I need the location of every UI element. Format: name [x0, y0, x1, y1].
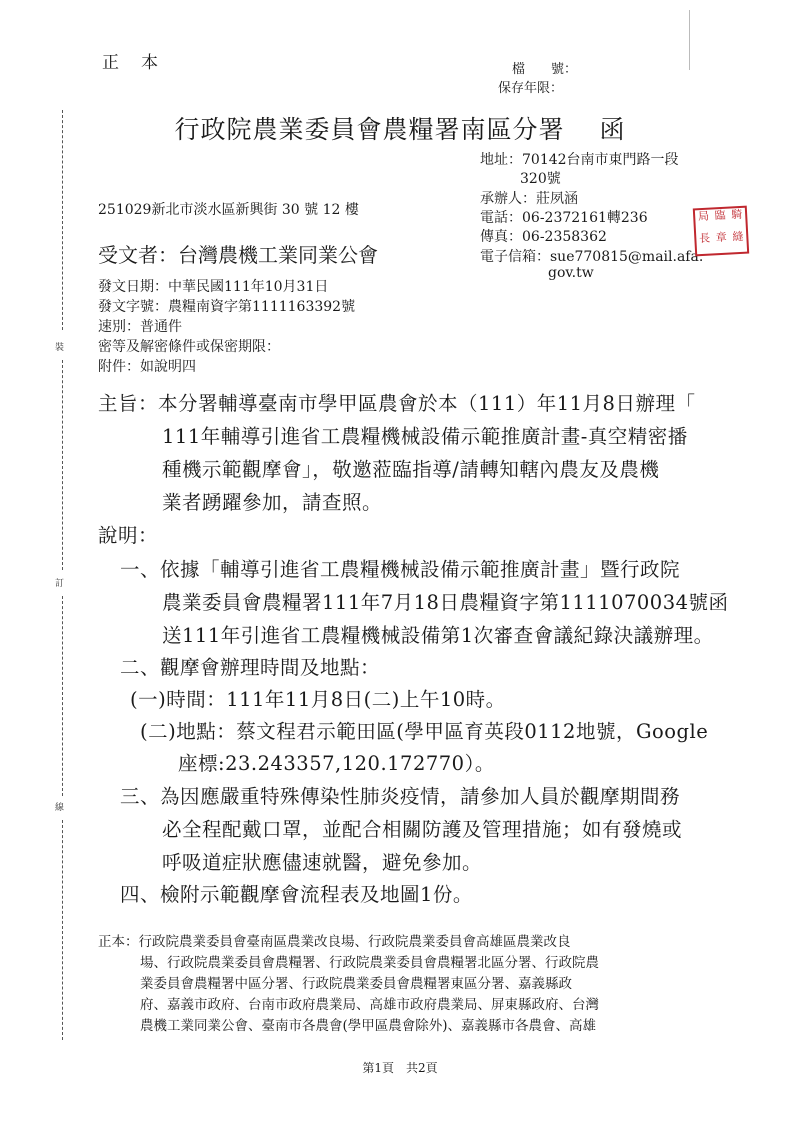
- binding-mark-bottom: 線: [55, 803, 65, 813]
- scan-edge-line: [689, 10, 690, 70]
- email-cont: gov.tw: [548, 265, 594, 281]
- stamp-char: 臨: [714, 208, 727, 223]
- binding-mark-top: 裝: [55, 343, 65, 353]
- distribution-line-2: 場、行政院農業委員會農糧署、行政院農業委員會農糧署北區分署、行政院農: [140, 955, 599, 971]
- distribution-line-4: 府、嘉義市政府、台南市政府農業局、高雄市政府農業局、屏東縣政府、台灣: [140, 997, 599, 1013]
- distribution-line-1: 正本：行政院農業委員會臺南區農業改良場、行政院農業委員會高雄區農業改良: [98, 934, 571, 950]
- item2-coordinates: 座標:23.243357,120.172770）。: [178, 752, 495, 775]
- delivery-speed: 速別：普通件: [98, 319, 182, 335]
- subject-line-4: 業者踴躍參加，請查照。: [162, 491, 383, 514]
- office-address-cont: 320號: [520, 171, 561, 187]
- email: 電子信箱：sue770815@mail.afa.: [480, 249, 704, 265]
- document-title: 行政院農業委員會農糧署南區分署 函: [174, 115, 626, 144]
- item1-line-2: 農業委員會農糧署111年7月18日農糧資字第1111070034號函: [162, 591, 729, 614]
- item3-line-3: 呼吸道症狀應儘速就醫，避免參加。: [162, 851, 483, 874]
- office-address: 地址：70142台南市東門路一段: [480, 152, 679, 168]
- item3-line-2: 必全程配戴口罩，並配合相關防護及管理措施；如有發燒或: [162, 818, 683, 841]
- phone: 電話：06-2372161轉236: [480, 210, 648, 226]
- red-seal-stamp: [693, 206, 749, 257]
- retention-label: 保存年限：: [498, 81, 564, 96]
- binding-line-end: [62, 820, 63, 1040]
- item1-line-3: 送111年引進省工農糧機械設備第1次審查會議紀錄決議辦理。: [162, 624, 714, 647]
- original-copy-label: 正本: [102, 53, 180, 73]
- page-number: 第1頁 共2頁: [362, 1061, 438, 1075]
- issue-date: 發文日期：中華民國111年10月31日: [98, 279, 329, 295]
- item2-heading: 二、觀摩會辦理時間及地點：: [120, 656, 381, 679]
- stamp-char: 長: [698, 231, 711, 246]
- sender-address: 251029新北市淡水區新興街 30 號 12 樓: [98, 202, 359, 218]
- subject-line-1: 主旨：本分署輔導臺南市學甲區農會於本（111）年11月8日辦理「: [98, 392, 696, 415]
- recipient: 受文者：台灣農機工業同業公會: [98, 243, 378, 267]
- stamp-char: 章: [715, 230, 728, 245]
- stamp-char: 縫: [732, 229, 744, 244]
- stamp-char: 局: [697, 209, 710, 224]
- document-number: 發文字號：農糧南資字第1111163392號: [98, 299, 356, 315]
- item4: 四、檢附示範觀摩會流程表及地圖1份。: [120, 883, 473, 906]
- subject-line-2: 111年輔導引進省工農糧機械設備示範推廣計畫-真空精密播: [162, 425, 688, 448]
- binding-line-bottom: [62, 596, 63, 796]
- handler: 承辦人：莊夙涵: [480, 191, 578, 207]
- explanation-heading: 說明：: [98, 524, 159, 547]
- stamp-char: 騎: [730, 207, 743, 222]
- distribution-line-5: 農機工業同業公會、臺南市各農會(學甲區農會除外)、嘉義縣市各農會、高雄: [140, 1018, 597, 1034]
- binding-mark-middle: 訂: [55, 579, 65, 589]
- item1-line-1: 一、依據「輔導引進省工農糧機械設備示範推廣計畫」暨行政院: [120, 558, 681, 581]
- binding-line-middle: [62, 360, 63, 570]
- file-number-label: 檔 號：: [512, 62, 578, 77]
- item3-line-1: 三、為因應嚴重特殊傳染性肺炎疫情，請參加人員於觀摩期間務: [120, 785, 681, 808]
- attachment: 附件：如說明四: [98, 359, 196, 375]
- fax: 傳真：06-2358362: [480, 229, 607, 245]
- secrecy-level: 密等及解密條件或保密期限：: [98, 339, 280, 355]
- item2-location: (二)地點：蔡文程君示範田區(學甲區育英段0112地號，Google: [140, 720, 709, 743]
- item2-time: (一)時間：111年11月8日(二)上午10時。: [130, 688, 506, 711]
- subject-line-3: 種機示範觀摩會」，敬邀蒞臨指導/請轉知轄內農友及農機: [162, 458, 660, 481]
- distribution-line-3: 業委員會農糧署中區分署、行政院農業委員會農糧署東區分署、嘉義縣政: [140, 976, 572, 992]
